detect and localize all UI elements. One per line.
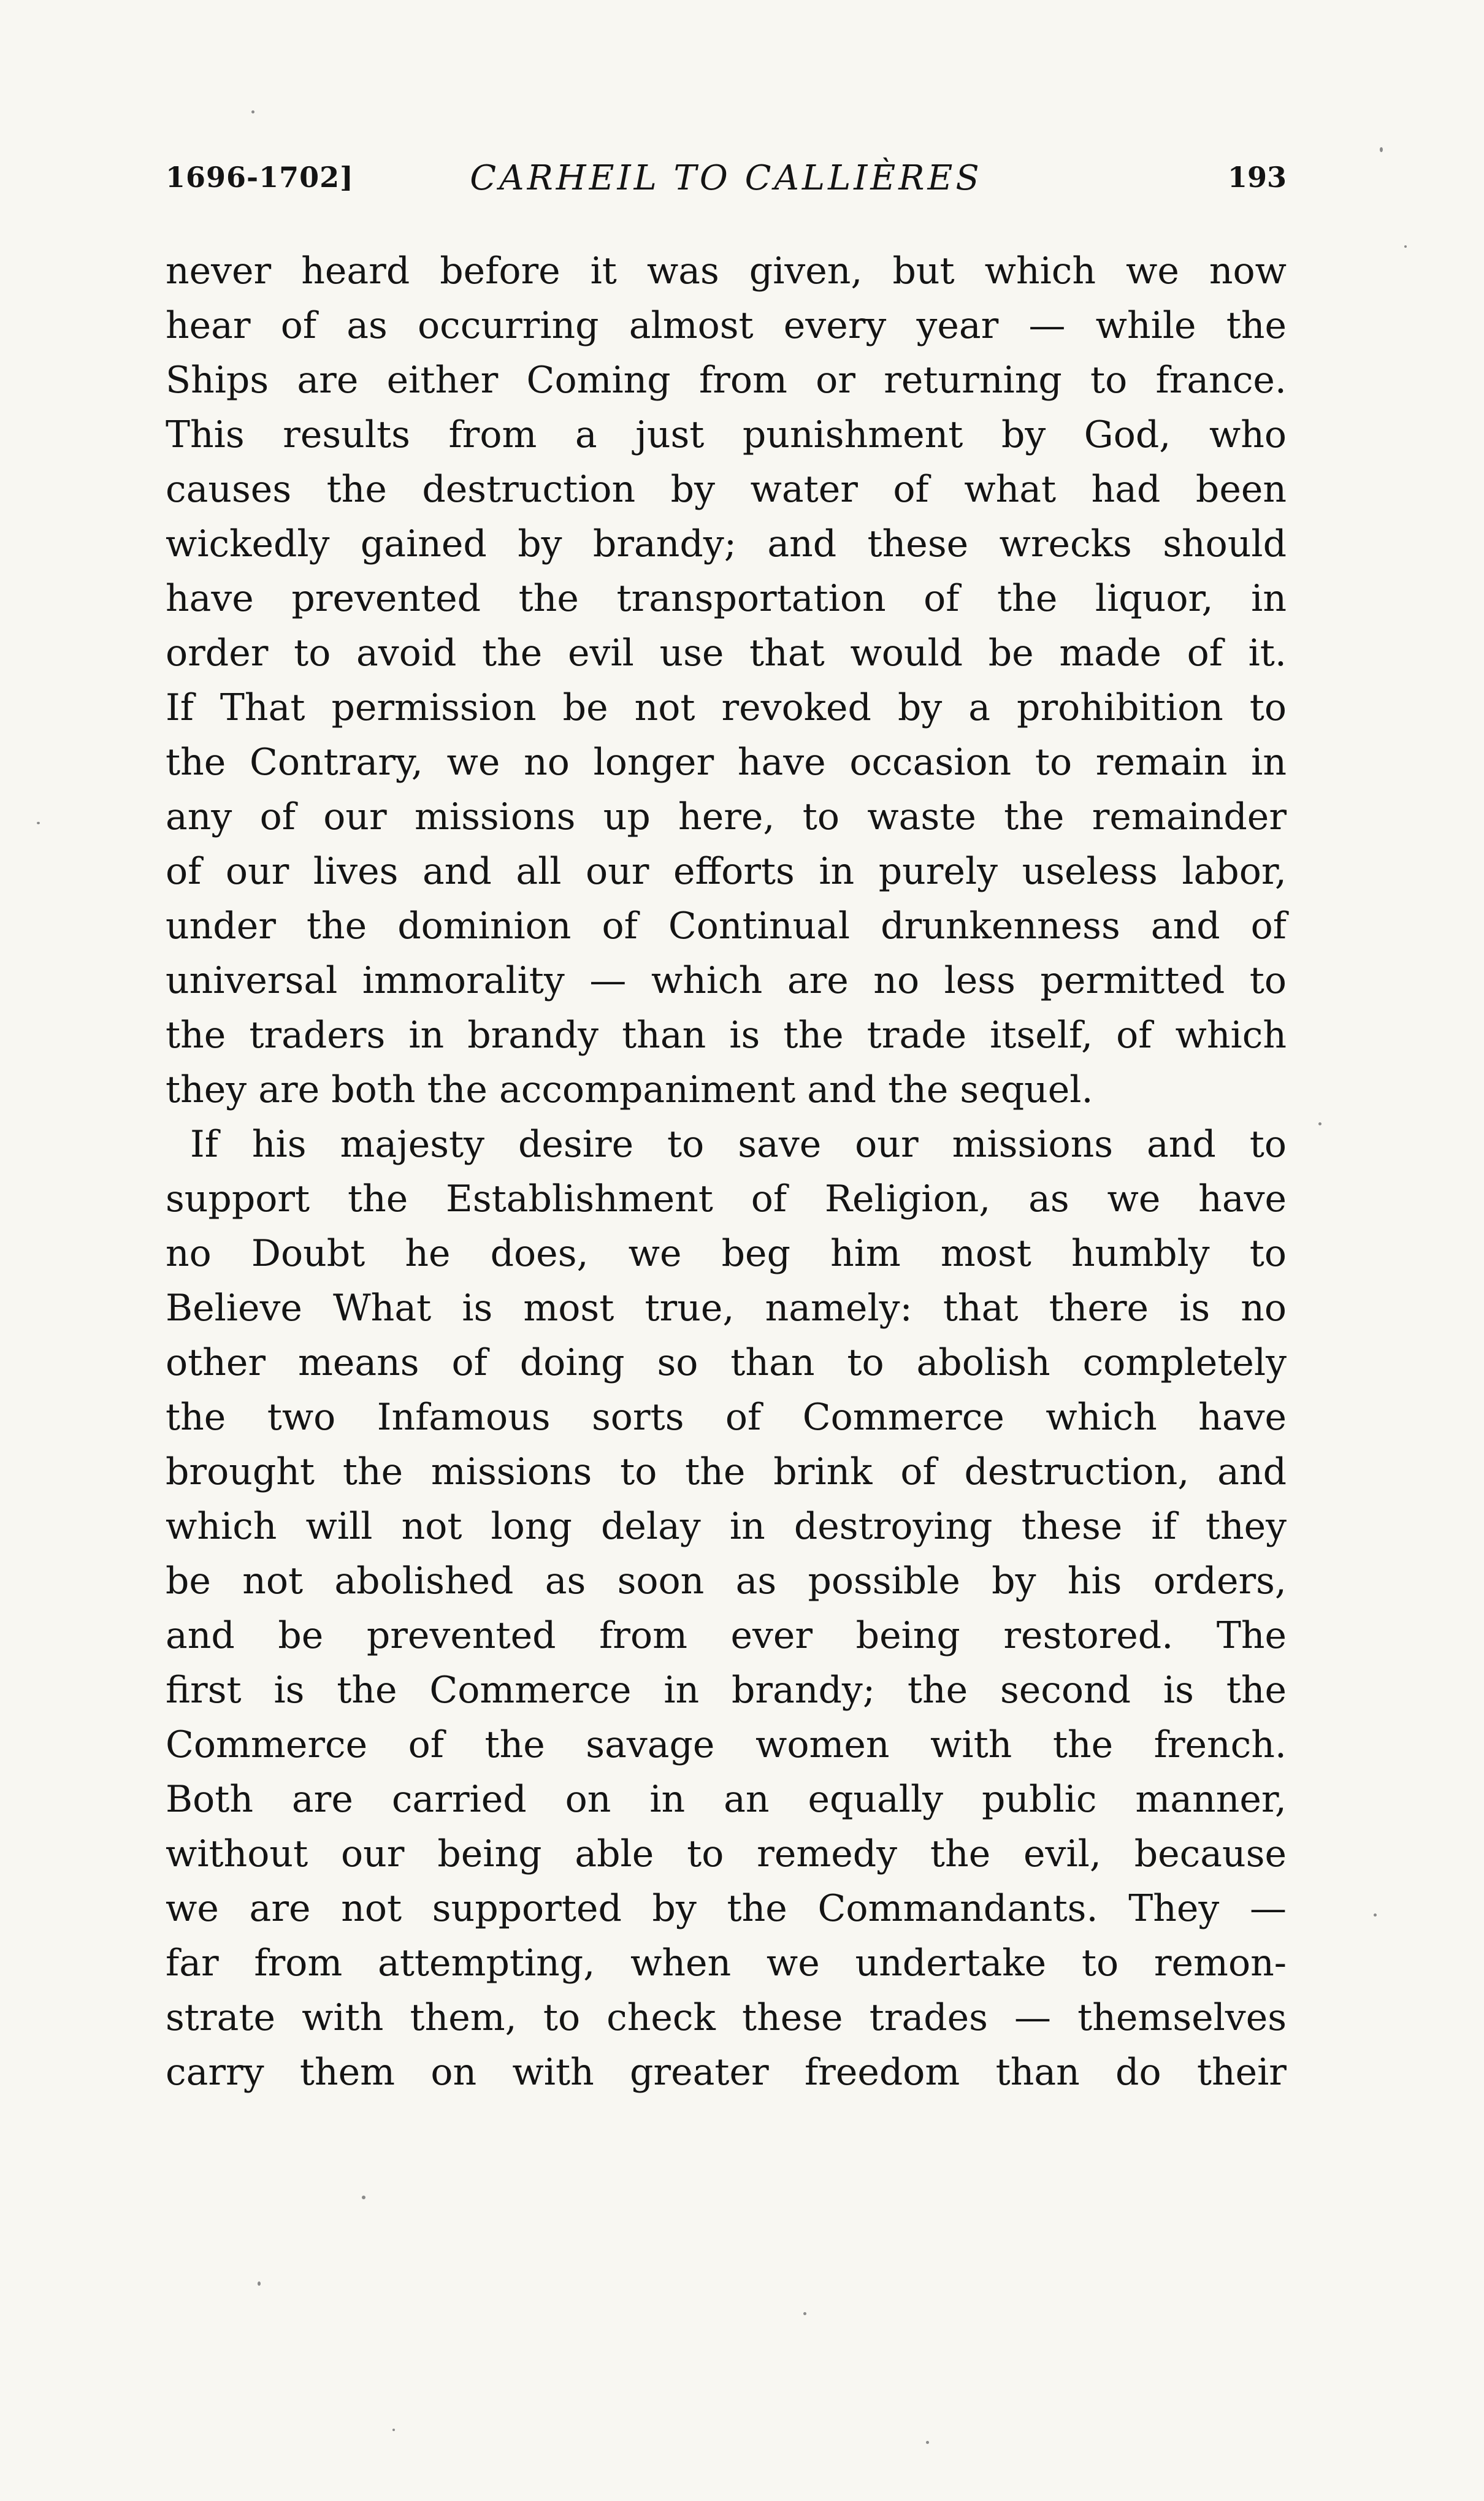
text-line: they are both the accompaniment and the sequel.: [166, 1068, 1093, 1111]
paper-speck: [258, 2281, 261, 2286]
text-line: under the dominion of Continual drunkenness and of: [166, 905, 1287, 948]
text-line: the two Infamous sorts of Commerce which have: [166, 1396, 1287, 1439]
chapter-title-header: CARHEIL TO CALLIÈRES: [470, 158, 982, 198]
text-line: If That permission be not revoked by a prohibition to: [166, 686, 1287, 729]
text-line: If his majesty desire to save our missions and to: [190, 1123, 1287, 1166]
text-line: strate with them, to check these trades — themselves: [166, 1996, 1287, 2039]
paper-speck: [392, 2429, 395, 2431]
text-line: far from attempting, when we undertake to remon-: [166, 1942, 1287, 1985]
date-range-header: 1696-1702]: [166, 161, 354, 194]
text-line: the Contrary, we no longer have occasion to remain in: [166, 741, 1287, 784]
text-line: causes the destruction by water of what had been: [166, 468, 1287, 511]
paper-speck: [1318, 1122, 1321, 1125]
text-line: hear of as occurring almost every year — while the: [166, 304, 1287, 347]
paragraph: [166, 244, 1287, 1117]
text-line: order to avoid the evil use that would be made of it.: [166, 632, 1287, 675]
page-number: 193: [1227, 161, 1287, 194]
paper-speck: [926, 2441, 929, 2444]
text-line: without our being able to remedy the evil, because: [166, 1833, 1287, 1875]
text-line: universal immorality — which are no less permitted to: [166, 959, 1287, 1002]
paper-speck: [1404, 245, 1407, 248]
paper-speck: [1380, 147, 1383, 152]
paper-speck: [37, 822, 40, 824]
paper-speck: [251, 110, 254, 113]
text-line: the traders in brandy than is the trade itself, of which: [166, 1014, 1287, 1057]
text-line: of our lives and all our efforts in purely useless labor,: [166, 850, 1287, 893]
paper-speck: [803, 2312, 806, 2315]
text-line: have prevented the transportation of the liquor, in: [166, 577, 1287, 620]
text-line: Ships are either Coming from or returning to france.: [166, 359, 1287, 402]
text-line: Both are carried on in an equally public manner,: [166, 1778, 1287, 1821]
text-line: and be prevented from ever being restored. The: [166, 1614, 1287, 1657]
text-line: carry them on with greater freedom than do their: [166, 2051, 1287, 2094]
text-line: support the Establishment of Religion, as we have: [166, 1178, 1287, 1220]
text-line: wickedly gained by brandy; and these wrecks should: [166, 523, 1287, 565]
text-line: brought the missions to the brink of destruction, and: [166, 1450, 1287, 1493]
text-line: first is the Commerce in brandy; the second is the: [166, 1669, 1287, 1712]
text-line: This results from a just punishment by God, who: [166, 413, 1287, 456]
text-line: Commerce of the savage women with the french.: [166, 1723, 1287, 1766]
paragraph: [166, 1117, 1287, 2100]
text-line: any of our missions up here, to waste the remainder: [166, 795, 1287, 838]
text-line: Believe What is most true, namely: that there is no: [166, 1287, 1287, 1330]
text-line: we are not supported by the Commandants. They —: [166, 1887, 1287, 1930]
body-text: [166, 244, 1287, 2100]
text-line: be not abolished as soon as possible by his orders,: [166, 1560, 1287, 1603]
text-line: other means of doing so than to abolish completely: [166, 1341, 1287, 1384]
running-head: [166, 158, 1287, 204]
text-line: never heard before it was given, but which we now: [166, 250, 1287, 293]
text-line: no Doubt he does, we beg him most humbly to: [166, 1232, 1287, 1275]
paper-speck: [1374, 1913, 1377, 1917]
paper-speck: [362, 2196, 365, 2199]
text-line: which will not long delay in destroying these if they: [166, 1505, 1287, 1548]
